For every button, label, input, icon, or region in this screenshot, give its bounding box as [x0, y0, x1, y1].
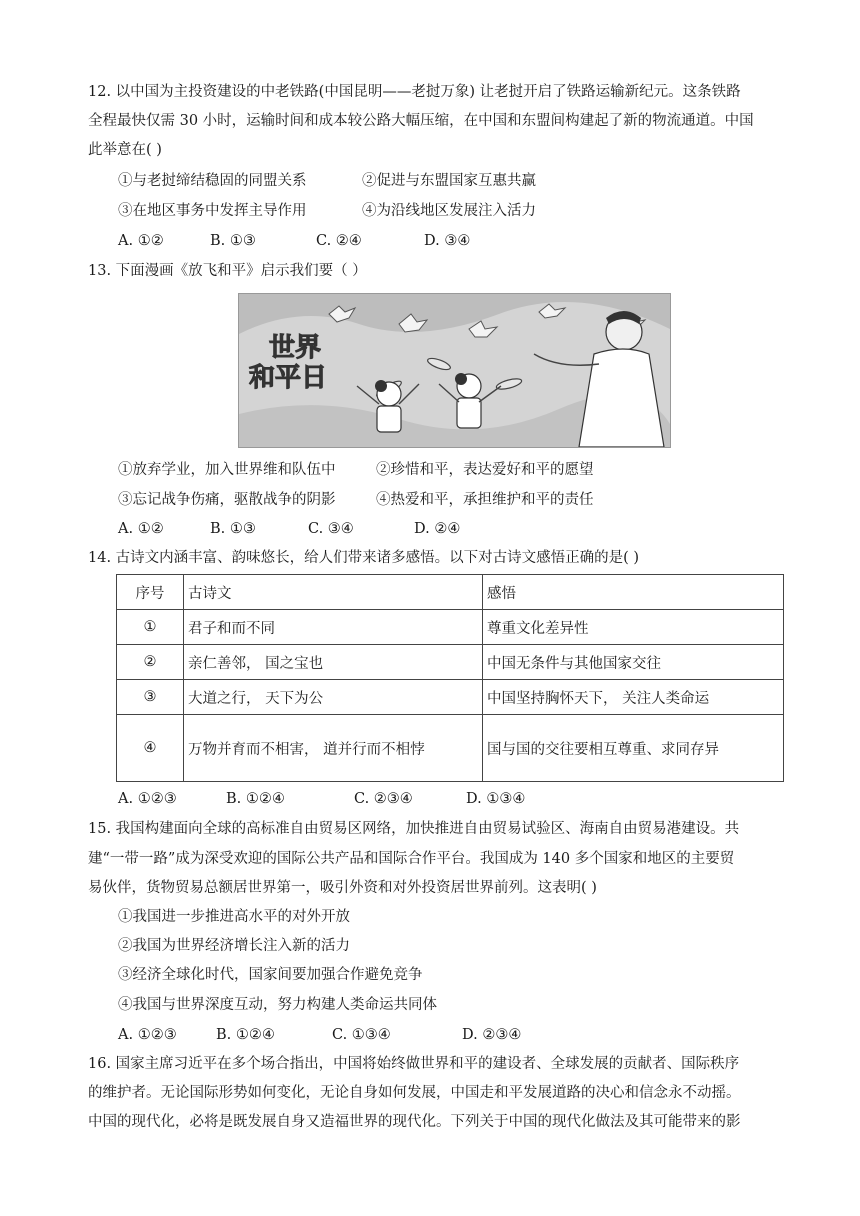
q15-choice-c[interactable]: C. ①③④ — [332, 1027, 391, 1043]
table-cell-number: ② — [117, 645, 184, 680]
q13-option-1: ①放弃学业，加入世界维和队伍中 — [118, 462, 336, 478]
q14-choice-c[interactable]: C. ②③④ — [354, 791, 413, 807]
table-header-row — [117, 575, 784, 610]
peace-cartoon-image — [238, 293, 671, 448]
table-cell-number: ③ — [117, 680, 184, 715]
q14-choice-b[interactable]: B. ①②④ — [226, 791, 285, 807]
q12-option-3: ③在地区事务中发挥主导作用 — [118, 203, 307, 219]
q12-stem-line-3: 此举意在( ) — [88, 142, 162, 158]
q15-stem-line-2: 建“一带一路”成为深受欢迎的国际公共产品和国际合作平台。我国成为 140 多个国家和地区的主要贸 — [88, 851, 735, 867]
table-row — [117, 680, 784, 715]
table-cell-poem: 大道之行， 天下为公 — [184, 680, 483, 715]
q15-option-4: ④我国与世界深度互动，努力构建人类命运共同体 — [118, 997, 437, 1013]
q15-stem-line-1: 15. 我国构建面向全球的高标准自由贸易区网络，加快推进自由贸易试验区、海南自由贸易港建设。共 — [88, 821, 740, 837]
table-cell-poem: 万物并育而不相害， 道并行而不相悖 — [184, 715, 483, 782]
q15-choice-a[interactable]: A. ①②③ — [118, 1027, 177, 1043]
q13-option-2: ②珍惜和平，表达爱好和平的愿望 — [376, 462, 594, 478]
q15-option-2: ②我国为世界经济增长注入新的活力 — [118, 938, 350, 954]
q13-option-3: ③忘记战争伤痛，驱散战争的阴影 — [118, 492, 336, 508]
table-cell-insight: 中国无条件与其他国家交往 — [483, 645, 784, 680]
table-header-number: 序号 — [117, 575, 184, 610]
q12-stem-line-1: 12. 以中国为主投资建设的中老铁路(中国昆明——老挝万象) 让老挝开启了铁路运输新纪元。这条铁路 — [88, 84, 741, 100]
q13-choice-c[interactable]: C. ③④ — [308, 521, 354, 537]
cartoon-text-peace-day: 和平日 — [249, 363, 328, 393]
table-cell-insight: 尊重文化差异性 — [483, 610, 784, 645]
q13-stem: 13. 下面漫画《放飞和平》启示我们要（ ） — [88, 263, 367, 279]
q12-option-2: ②促进与东盟国家互惠共赢 — [362, 173, 536, 189]
q16-stem-line-3: 中国的现代化，必将是既发展自身又造福世界的现代化。下列关于中国的现代化做法及其可能带来的影 — [88, 1114, 741, 1130]
table-row — [117, 645, 784, 680]
q12-choice-a[interactable]: A. ①② — [118, 233, 164, 249]
q14-stem: 14. 古诗文内涵丰富、韵味悠长，给人们带来诸多感悟。以下对古诗文感悟正确的是( ) — [88, 550, 640, 566]
table-cell-insight: 中国坚持胸怀天下， 关注人类命运 — [483, 680, 784, 715]
q15-option-1: ①我国进一步推进高水平的对外开放 — [118, 909, 350, 925]
table-row — [117, 610, 784, 645]
table-cell-insight: 国与国的交往要相互尊重、求同存异 — [483, 715, 784, 782]
q15-stem-line-3: 易伙伴，货物贸易总额居世界第一，吸引外资和对外投资居世界前列。这表明( ) — [88, 880, 597, 896]
q14-choice-d[interactable]: D. ①③④ — [466, 791, 526, 807]
table-cell-number: ④ — [117, 715, 184, 782]
q15-choice-d[interactable]: D. ②③④ — [462, 1027, 522, 1043]
poem-table — [116, 574, 784, 782]
q12-choices — [118, 231, 470, 251]
q13-option-4: ④热爱和平，承担维护和平的责任 — [376, 492, 594, 508]
q13-choice-d[interactable]: D. ②④ — [414, 521, 461, 537]
q15-choice-b[interactable]: B. ①②④ — [216, 1027, 275, 1043]
q12-choice-d[interactable]: D. ③④ — [424, 233, 471, 249]
q12-choice-b[interactable]: B. ①③ — [210, 233, 256, 249]
q12-stem-line-2: 全程最快仅需 30 小时，运输时间和成本较公路大幅压缩，在中国和东盟间构建起了新的物流通道。中国 — [88, 113, 754, 129]
table-row — [117, 715, 784, 782]
q14-choices — [118, 789, 525, 809]
q13-choice-b[interactable]: B. ①③ — [210, 521, 256, 537]
cartoon-text-world: 世界 — [269, 333, 322, 363]
q12-choice-c[interactable]: C. ②④ — [316, 233, 362, 249]
q16-stem-line-2: 的维护者。无论国际形势如何变化，无论自身如何发展，中国走和平发展道路的决心和信念永不动摇。 — [88, 1085, 741, 1101]
q14-choice-a[interactable]: A. ①②③ — [118, 791, 177, 807]
q15-choices — [118, 1025, 521, 1045]
q15-option-3: ③经济全球化时代，国家间要加强合作避免竞争 — [118, 967, 423, 983]
q16-stem-line-1: 16. 国家主席习近平在多个场合指出，中国将始终做世界和平的建设者、全球发展的贡献者、国际秩序 — [88, 1056, 740, 1072]
table-header-poem: 古诗文 — [184, 575, 483, 610]
table-header-insight: 感悟 — [483, 575, 784, 610]
table-cell-poem: 亲仁善邻， 国之宝也 — [184, 645, 483, 680]
q12-option-4: ④为沿线地区发展注入活力 — [362, 203, 536, 219]
table-cell-number: ① — [117, 610, 184, 645]
q13-choices — [118, 519, 460, 539]
table-cell-poem: 君子和而不同 — [184, 610, 483, 645]
q13-choice-a[interactable]: A. ①② — [118, 521, 164, 537]
q12-option-1: ①与老挝缔结稳固的同盟关系 — [118, 173, 307, 189]
